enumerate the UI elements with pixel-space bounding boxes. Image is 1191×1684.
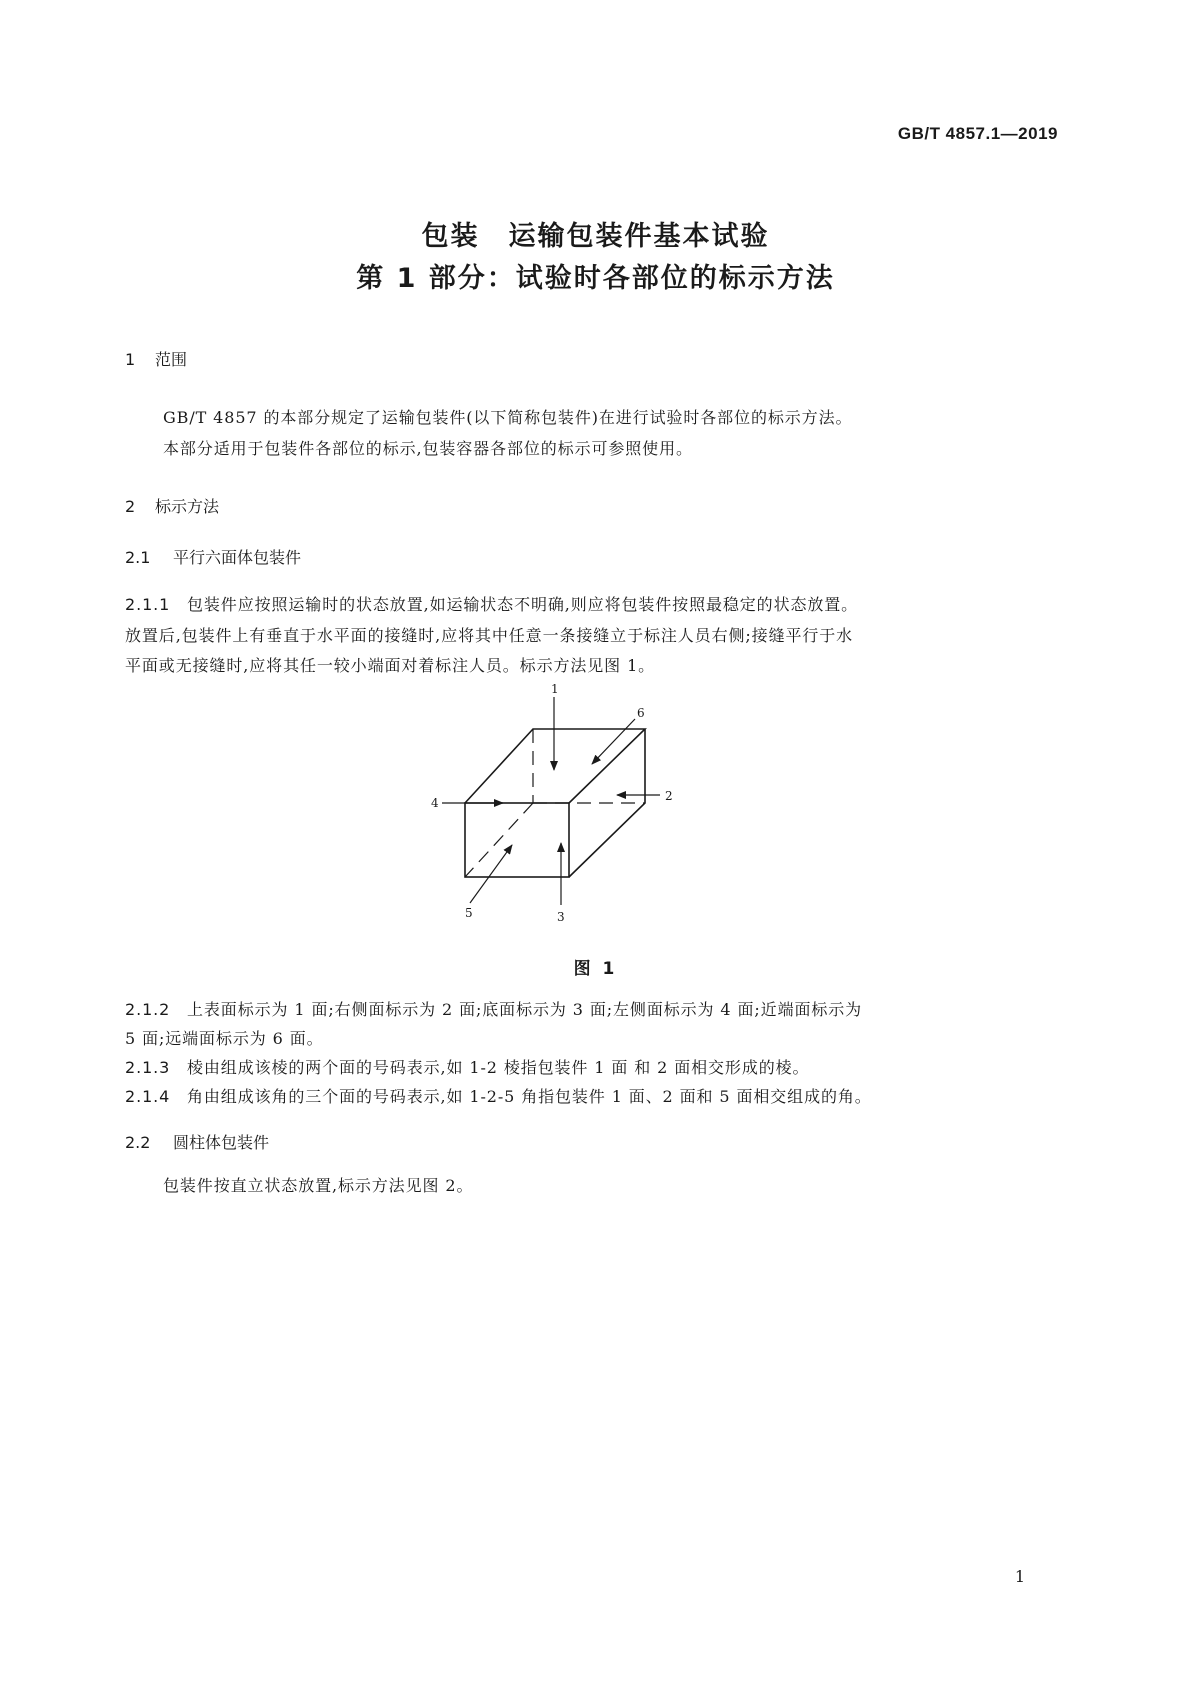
box-front-face <box>465 803 569 877</box>
clause-2-1-2-line-1 <box>125 997 862 1020</box>
clause-text: 包装件应按照运输时的状态放置,如运输状态不明确,则应将包装件按照最稳定的状态放置。 <box>187 595 859 614</box>
clause-number: 2.1.2 <box>125 1000 171 1019</box>
title-line-2: 第 1 部分：试验时各部位的标示方法 <box>356 263 835 294</box>
clause-2-1-1-line-3: 平面或无接缝时,应将其任一较小端面对着标注人员。标示方法见图 1。 <box>125 656 656 675</box>
section-number: 2.2 <box>125 1133 151 1152</box>
clause-number: 2.1.3 <box>125 1058 171 1077</box>
label-face-4: 4 <box>431 796 439 810</box>
hidden-edge-diagonal <box>465 803 533 877</box>
arrow-face-6 <box>592 719 635 764</box>
section-title: 平行六面体包装件 <box>173 548 302 567</box>
clause-number: 2.1.1 <box>125 595 171 614</box>
clause-text: 角由组成该角的三个面的号码表示,如 1-2-5 角指包装件 1 面、2 面和 5 面相交组成的角。 <box>187 1087 872 1106</box>
section-title: 标示方法 <box>155 497 220 516</box>
label-face-6: 6 <box>637 706 645 720</box>
label-face-2: 2 <box>665 789 673 803</box>
title-line-1: 包装 运输包装件基本试验 <box>421 221 770 252</box>
clause-text: 棱由组成该棱的两个面的号码表示,如 1-2 棱指包装件 1 面 和 2 面相交形成的棱。 <box>187 1058 810 1077</box>
paragraph-cylinder: 包装件按直立状态放置,标示方法见图 2。 <box>163 1176 474 1195</box>
section-number: 2.1 <box>125 548 151 567</box>
section-title: 范围 <box>155 350 188 369</box>
page-number: 1 <box>1014 1567 1025 1586</box>
box-top-face <box>465 729 645 803</box>
label-face-5: 5 <box>465 906 473 920</box>
clause-2-1-3 <box>125 1055 809 1078</box>
clause-text: 上表面标示为 1 面;右侧面标示为 2 面;底面标示为 3 面;左侧面标示为 4 面;近端面标示为 <box>187 1000 863 1019</box>
label-face-3: 3 <box>557 910 565 924</box>
standard-number: GB/T 4857.1—2019 <box>897 124 1058 143</box>
paragraph-scope-2: 本部分适用于包装件各部位的标示,包装容器各部位的标示可参照使用。 <box>163 439 693 458</box>
section-number: 2 <box>125 497 136 516</box>
clause-number: 2.1.4 <box>125 1087 171 1106</box>
clause-2-1-2-line-2: 5 面;远端面标示为 6 面。 <box>125 1029 324 1048</box>
paragraph-scope-1: GB/T 4857 的本部分规定了运输包装件(以下简称包装件)在进行试验时各部位的标示方法。 <box>163 408 853 427</box>
clause-2-1-4 <box>125 1084 872 1107</box>
section-number: 1 <box>125 350 136 369</box>
clause-2-1-1-line-2: 放置后,包装件上有垂直于水平面的接缝时,应将其中任意一条接缝立于标注人员右侧;接缝平行于水 <box>125 626 854 645</box>
section-2-2-heading <box>125 1130 269 1153</box>
label-face-1: 1 <box>551 682 559 696</box>
section-title: 圆柱体包装件 <box>173 1133 270 1152</box>
figure-1-caption: 图 1 <box>573 959 618 979</box>
arrow-face-5 <box>470 845 512 903</box>
